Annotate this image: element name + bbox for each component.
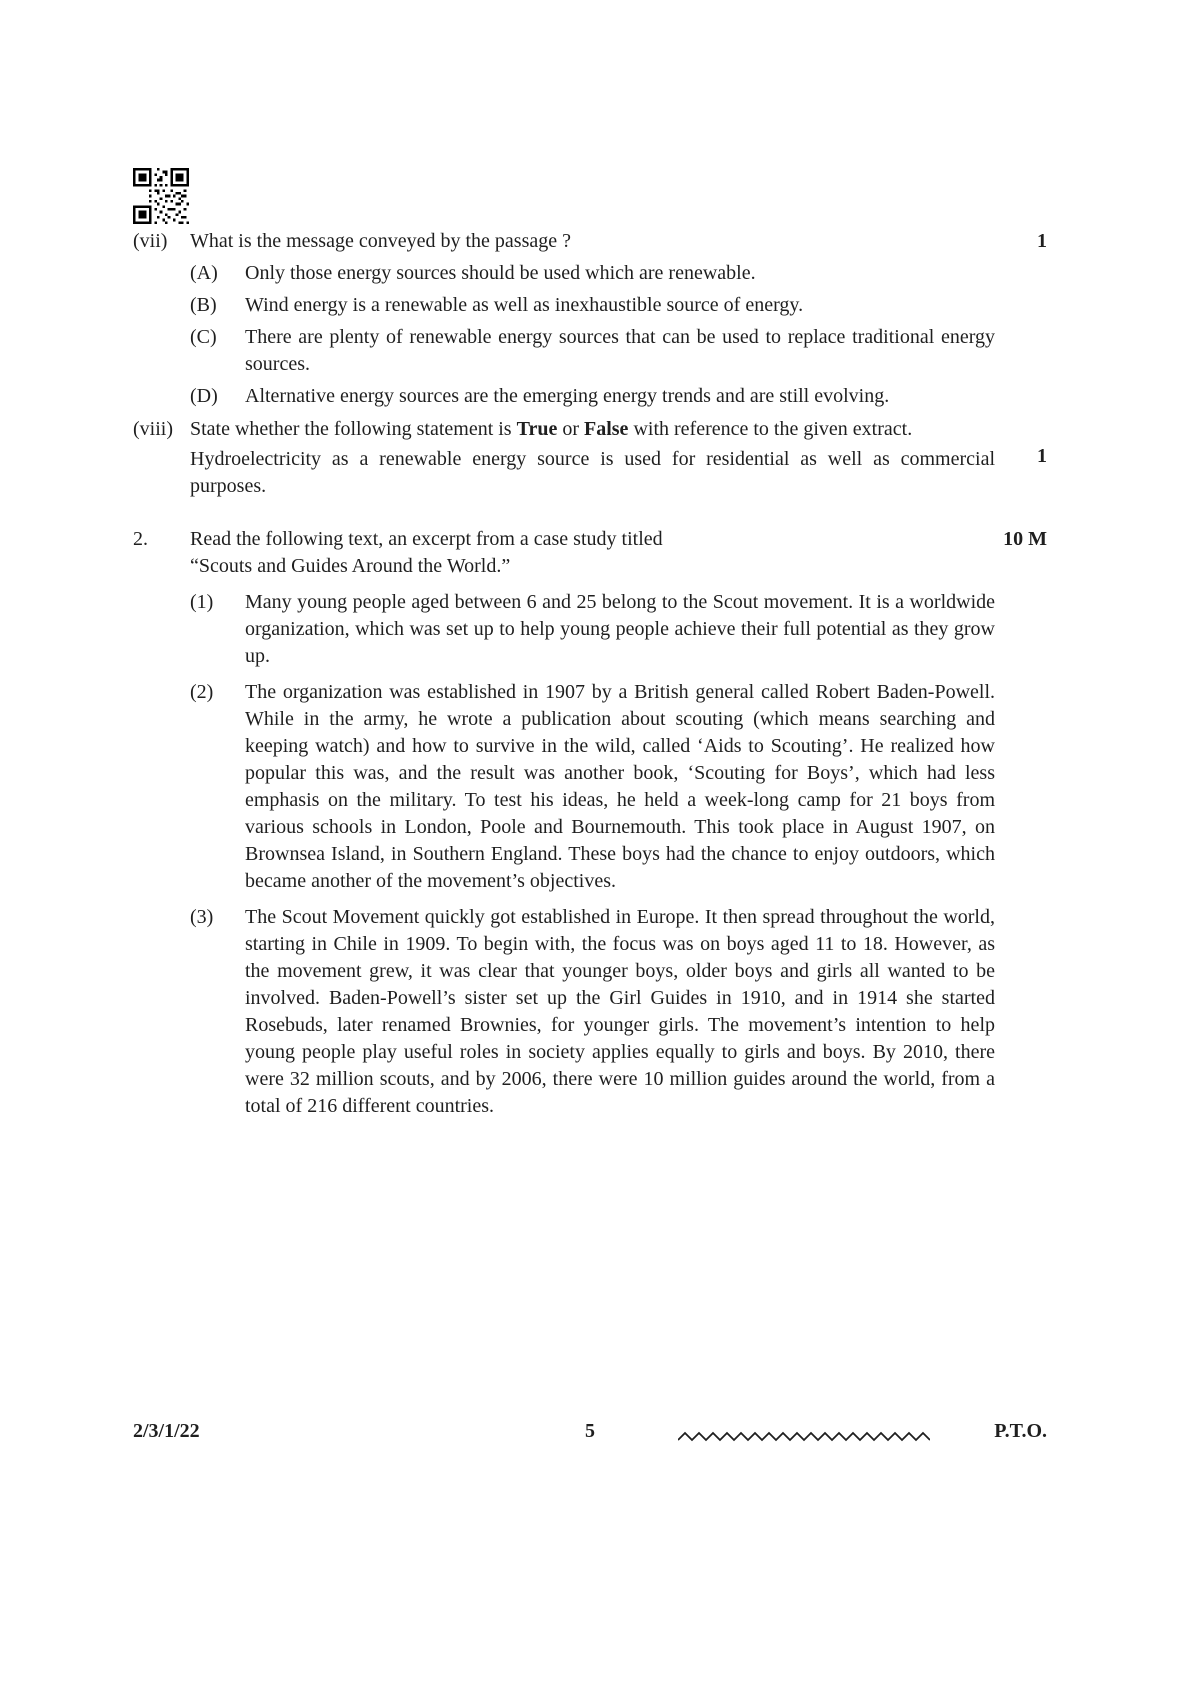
question-text: What is the message conveyed by the passage ? [190, 230, 571, 252]
option-c [190, 324, 995, 378]
marks-value: 10 M [1003, 528, 1047, 550]
paragraph-text: The organization was established in 1907 by a British general called Robert Baden-Powell. While in the army, he wrote a publication about scouting (which means searching and keeping watch) and how to survive in the wild, called ‘Aids to Scouting’. He realized how popular this was, and the result was another book, ‘Scouting for Boys’, which had less emphasis on the military. To test his ideas, he held a week-long camp for 21 boys from various schools in London, Poole and Bournemouth. This took place in August 1907, on Brownsea Island, in Southern England. These boys had the chance to enjoy outdoors, which became another of the movement’s objectives. [245, 681, 995, 892]
option-text: Only those energy sources should be used which are renewable. [245, 262, 756, 284]
option-label: (A) [190, 262, 218, 284]
case-study-title: “Scouts and Guides Around the World.” [190, 555, 511, 577]
paragraph-number: (1) [190, 591, 214, 613]
paper-code: 2/3/1/22 [133, 1420, 200, 1442]
option-text: There are plenty of renewable energy sources that can be used to replace traditional energy sources. [245, 326, 995, 375]
option-label: (B) [190, 294, 217, 316]
statement-text: Hydroelectricity as a renewable energy source is used for residential as well as commercial purposes. [190, 448, 995, 497]
question-intro: Read the following text, an excerpt from a case study titled [190, 528, 663, 550]
squiggle-divider-icon [678, 1425, 930, 1452]
option-b [190, 292, 995, 319]
paragraph-text: Many young people aged between 6 and 25 belong to the Scout movement. It is a worldwide organization, which was set up to help young people achieve their full potential as they grow up. [245, 591, 995, 667]
page-number: 5 [585, 1420, 595, 1442]
question-2 [133, 526, 1047, 1120]
question-viii [133, 416, 1047, 500]
paragraph-number: (2) [190, 681, 214, 703]
question-number: 2. [133, 528, 148, 550]
option-label: (D) [190, 385, 218, 407]
page-content [133, 168, 1047, 1120]
qr-code-icon [133, 168, 189, 224]
paragraph-2 [190, 679, 995, 895]
paragraph-3 [190, 904, 995, 1120]
statement-suffix: with reference to the given extract. [633, 418, 913, 440]
question-number: (viii) [133, 418, 173, 440]
option-a [190, 260, 995, 287]
or-word: or [562, 418, 579, 440]
option-text: Wind energy is a renewable as well as inexhaustible source of energy. [245, 294, 804, 316]
paragraph-number: (3) [190, 906, 214, 928]
true-keyword: True [516, 418, 558, 440]
marks-value: 1 [1037, 445, 1047, 467]
paragraph-text: The Scout Movement quickly got established in Europe. It then spread throughout the world, starting in Chile in 1909. To begin with, the focus was on boys aged 11 to 18. However, as the movement grew, it was clear that younger boys, older boys and girls all wanted to be involved. Baden-Powell’s sister set up the Girl Guides in 1910, and in 1914 she started Rosebuds, later renamed Brownies, for younger girls. The movement’s intention to help young people play useful roles in society applies equally to girls and boys. By 2010, there were 32 million scouts, and by 2006, there were 10 million guides around the world, from a total of 216 different countries. [245, 906, 995, 1117]
pto-label: P.T.O. [994, 1420, 1047, 1442]
question-number: (vii) [133, 230, 168, 252]
question-vii [133, 228, 1047, 410]
option-label: (C) [190, 326, 217, 348]
page-footer [133, 1418, 1047, 1446]
marks-value: 1 [1037, 230, 1047, 252]
option-d [190, 383, 995, 410]
statement-prefix: State whether the following statement is [190, 418, 512, 440]
question-text [190, 416, 995, 443]
paragraph-1 [190, 589, 995, 670]
option-text: Alternative energy sources are the emerging energy trends and are still evolving. [245, 385, 890, 407]
false-keyword: False [584, 418, 629, 440]
